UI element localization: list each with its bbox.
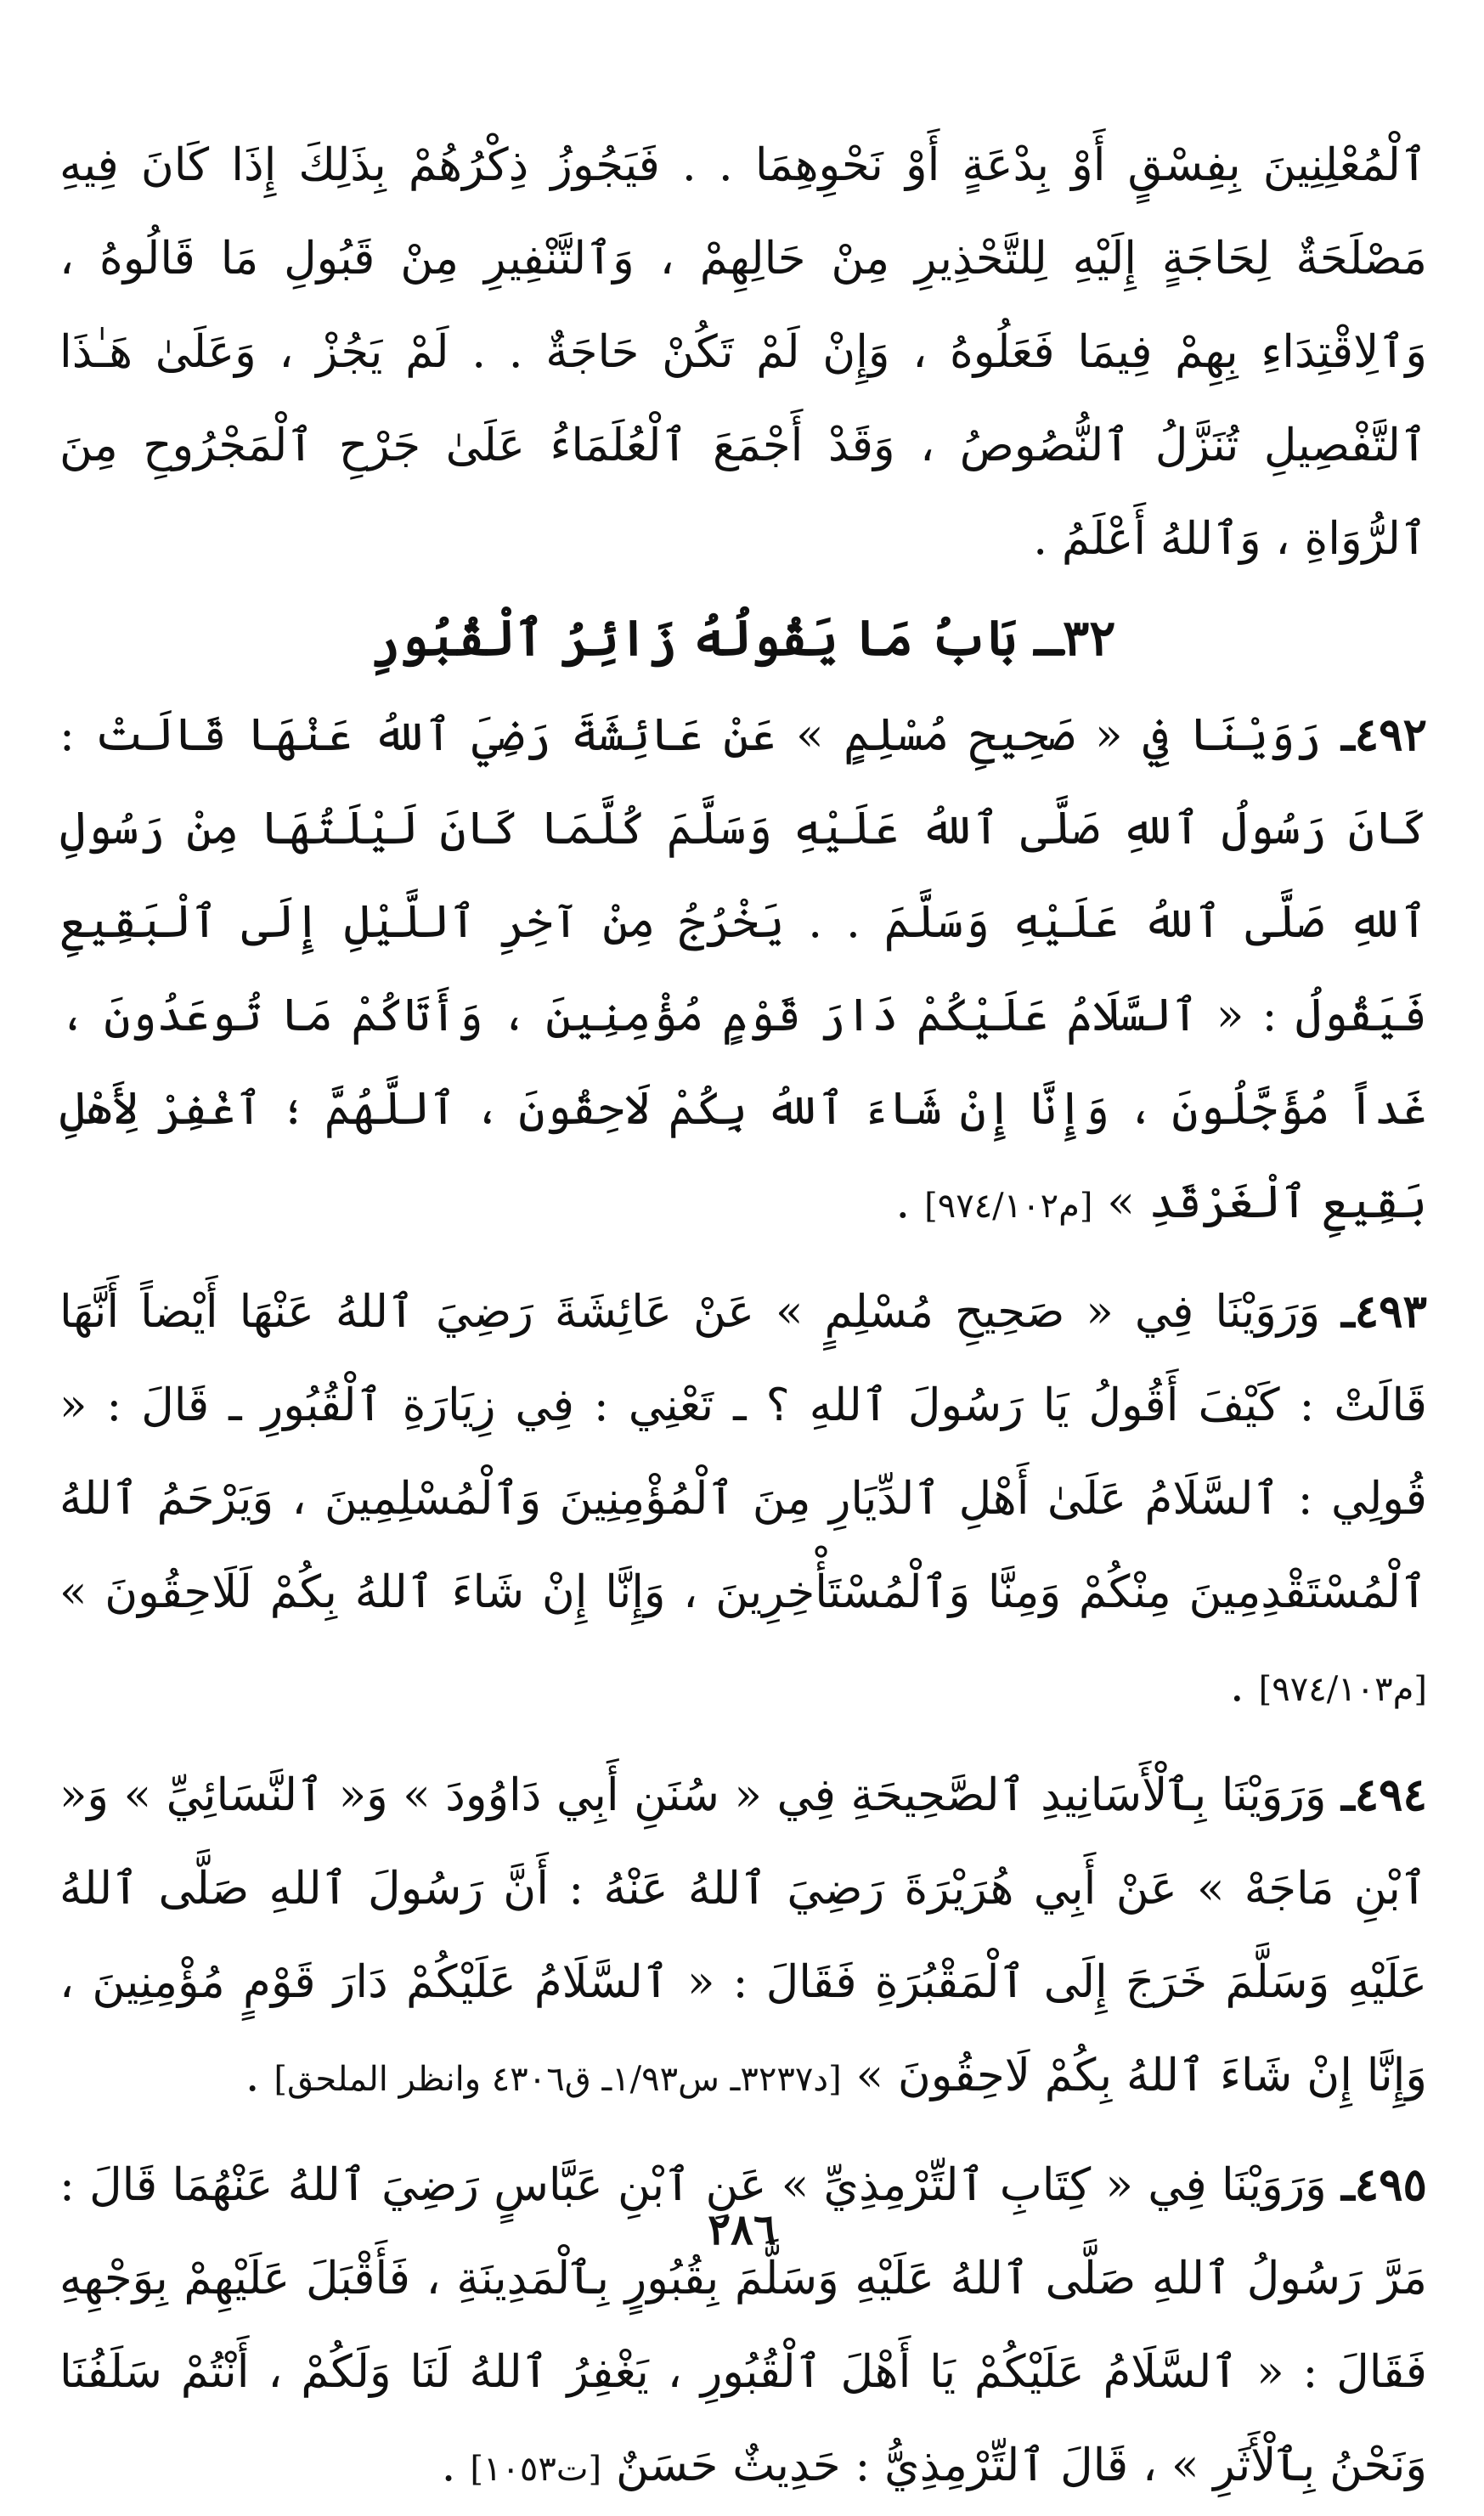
hadith-text: وَرَوَيْنَا فِي « صَحِيحِ مُسْلِمٍ » عَنْ عَائِشَةَ رَضِيَ ٱللهُ عَنْهَا أَيْضاً أَنَّهَا قَالَتْ : كَيْفَ أَقُولُ يَا رَسُولَ ٱللهِ ؟ ـ تَعْنِي : فِي زِيَارَةِ ٱلْقُبُورِ ـ قَالَ : « قُولِي : ٱلسَّلَامُ عَلَىٰ أَهْلِ ٱلدِّيَارِ مِنَ ٱلْمُؤْمِنِينَ وَٱلْمُسْلِمِينَ ، وَيَرْحَمُ ٱللهُ ٱلْمُسْتَقْدِمِينَ مِنْكُمْ وَمِنَّا وَٱلْمُسْتَأْخِرِينَ ، وَإِنَّا إِنْ شَاءَ ٱللهُ بِكُمْ لَلَاحِقُونَ » <box>59 1286 1427 1618</box>
hadith-text: وَرَوَيْنَا بِٱلْأَسَانِيدِ ٱلصَّحِيحَةِ فِي « سُنَنِ أَبِي دَاوُودَ » وَ« ٱلنَّسَائِيِّ » وَ« ٱبْنِ مَاجَهْ » عَنْ أَبِي هُرَيْرَةَ رَضِيَ ٱللهُ عَنْهُ : أَنَّ رَسُولَ ٱللهِ صَلَّى ٱللهُ عَلَيْهِ وَسَلَّمَ خَرَجَ إِلَى ٱلْمَقْبُرَةِ فَقَالَ : « ٱلسَّلَامُ عَلَيْكُمْ دَارَ قَوْمٍ مُؤْمِنِينَ ، وَإِنَّا إِنْ شَاءَ ٱللهُ بِكُمْ لَاحِقُونَ » <box>59 1769 1427 2101</box>
hadith-text: وَرَوَيْنَا فِي « كِتَابِ ٱلتِّرْمِذِيِّ » عَنِ ٱبْنِ عَبَّاسٍ رَضِيَ ٱللهُ عَنْهُمَا قَالَ : مَرَّ رَسُولُ ٱللهِ صَلَّى ٱللهُ عَلَيْهِ وَسَلَّمَ بِقُبُورٍ بِٱلْمَدِينَةِ ، فَأَقْبَلَ عَلَيْهِمْ بِوَجْهِهِ فَقَالَ : « ٱلسَّلَامُ عَلَيْكُمْ يَا أَهْلَ ٱلْقُبُورِ ، يَغْفِرُ ٱللهُ لَنَا وَلَكُمْ ، أَنْتُمْ سَلَفُنَا وَنَحْنُ بِٱلْأَثَرِ » ، قَالَ ٱلتِّرْمِذِيُّ : حَدِيثٌ حَسَنٌ <box>59 2159 1427 2491</box>
document-page <box>59 119 1428 2491</box>
hadith-reference: [م٩٧٤/١٠٢] <box>924 1187 1093 1226</box>
hadith-494 <box>59 1748 1427 2126</box>
hadith-end-mark: . <box>895 1176 925 1228</box>
hadith-number: ٤٩٤ـ <box>1341 1769 1427 1821</box>
hadith-number: ٤٩٣ـ <box>1341 1285 1427 1338</box>
hadith-number: ٤٩٢ـ <box>1341 708 1428 761</box>
hadith-end-mark: . <box>441 2440 471 2491</box>
hadith-end-mark: . <box>1229 1660 1259 1712</box>
hadith-492 <box>59 688 1427 1253</box>
page-number: ٢٨٦ <box>708 2204 776 2254</box>
hadith-end-mark: . <box>245 2050 274 2101</box>
hadith-495 <box>59 2138 1427 2516</box>
hadith-number: ٤٩٥ـ <box>1341 2158 1428 2211</box>
hadith-reference: [ت١٠٥٣] <box>470 2450 602 2489</box>
hadith-493 <box>59 1265 1427 1736</box>
chapter-title: ٣٢ـ بَابُ مَا يَقُولُهُ زَائِرُ ٱلْقُبُورِ <box>370 609 1116 667</box>
hadith-reference: [د٣٢٣٧ـ س١/٩٣ـ ق٤٣٠٦ وانظر الملحق] <box>274 2060 842 2099</box>
intro-paragraph: ٱلْمُعْلِنِينَ بِفِسْقٍ أَوْ بِدْعَةٍ أَوْ نَحْوِهِمَا . . فَيَجُوزُ ذِكْرُهُمْ بِذَلِكَ إِذَا كَانَ فِيهِ مَصْلَحَةٌ لِحَاجَةٍ إِلَيْهِ لِلتَّحْذِيرِ مِنْ حَالِهِمْ ، وَٱلتَّنْفِيرِ مِنْ قَبُولِ مَا قَالُوهُ ، وَٱلِاقْتِدَاءِ بِهِمْ فِيمَا فَعَلُوهُ ، وَإِنْ لَمْ تَكُنْ حَاجَةٌ . . لَمْ يَجُزْ ، وَعَلَىٰ هَـٰذَا ٱلتَّفْصِيلِ تُنَزَّلُ ٱلنُّصُوصُ ، وَقَدْ أَجْمَعَ ٱلْعُلَمَاءُ عَلَىٰ جَرْحِ ٱلْمَجْرُوحِ مِنَ ٱلرُّوَاةِ ، وَٱللهُ أَعْلَمُ . <box>59 139 1427 565</box>
hadith-text: رَوَيْنَا فِي « صَحِيحِ مُسْلِمٍ » عَنْ عَائِشَةَ رَضِيَ ٱللهُ عَنْهَا قَالَتْ : كَانَ رَسُولُ ٱللهِ صَلَّى ٱللهُ عَلَيْهِ وَسَلَّمَ كُلَّمَا كَانَ لَيْلَتُهَا مِنْ رَسُولِ ٱللهِ صَلَّى ٱللهُ عَلَيْهِ وَسَلَّمَ . . يَخْرُجُ مِنْ آخِرِ ٱللَّيْلِ إِلَى ٱلْبَقِيعِ فَيَقُولُ : « ٱلسَّلَامُ عَلَيْكُمْ دَارَ قَوْمٍ مُؤْمِنِينَ ، وَأَتَاكُمْ مَا تُوعَدُونَ ، غَداً مُؤَجَّلُونَ ، وَإِنَّا إِنْ شَاءَ ٱللهُ بِكُمْ لَاحِقُونَ ، ٱللَّهُمَّ ؛ ٱغْفِرْ لِأَهْلِ بَقِيعِ ٱلْغَرْقَدِ » <box>59 709 1427 1228</box>
hadith-reference: [م٩٧٤/١٠٣] <box>1258 1670 1427 1709</box>
